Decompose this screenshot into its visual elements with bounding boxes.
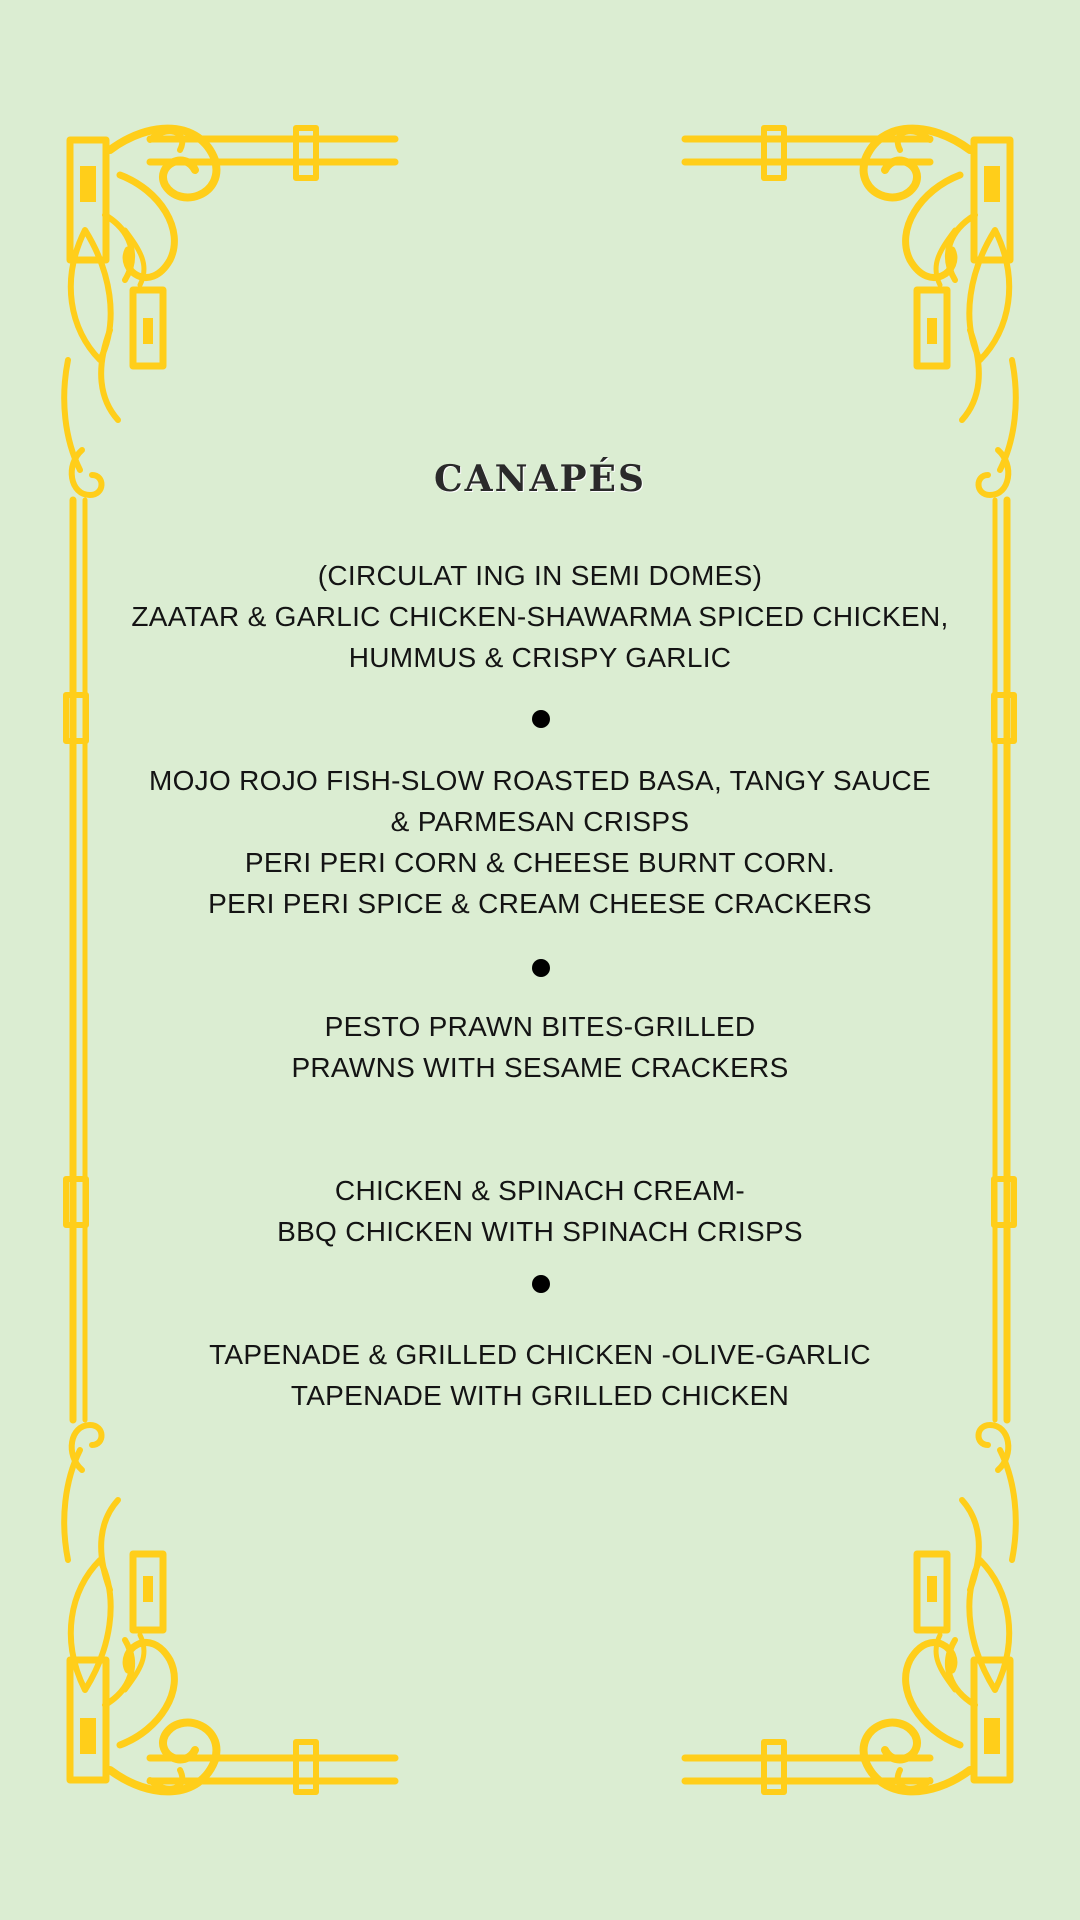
menu-line: PERI PERI CORN & CHEESE BURNT CORN. [244,847,836,878]
menu-line: TAPENADE & GRILLED CHICKEN -OLIVE-GARLIC [209,1339,871,1370]
menu-card [90,0,990,1920]
menu-line: MOJO ROJO FISH-SLOW ROASTED BASA, TANGY SAUCE [148,765,932,796]
bullet-separator [532,959,550,977]
menu-line: BBQ CHICKEN WITH SPINACH CRISPS [277,1216,803,1247]
menu-title: CANAPÉS [434,458,646,500]
bullet-separator [532,710,550,728]
menu-line: PERI PERI SPICE & CREAM CHEESE CRACKERS [208,888,872,919]
menu-line: HUMMUS & CRISPY GARLIC [348,642,732,673]
menu-line: (CIRCULAT ING IN SEMI DOMES) [317,560,763,591]
menu-line: ZAATAR & GARLIC CHICKEN-SHAWARMA SPICED CHICKEN, [131,601,949,632]
bullet-separator [532,1275,550,1293]
menu-line: CHICKEN & SPINACH CREAM- [334,1175,746,1206]
menu-line: TAPENADE WITH GRILLED CHICKEN [290,1380,790,1411]
menu-line: & PARMESAN CRISPS [390,806,690,837]
menu-line: PRAWNS WITH SESAME CRACKERS [291,1052,789,1083]
menu-line: PESTO PRAWN BITES-GRILLED [324,1011,756,1042]
